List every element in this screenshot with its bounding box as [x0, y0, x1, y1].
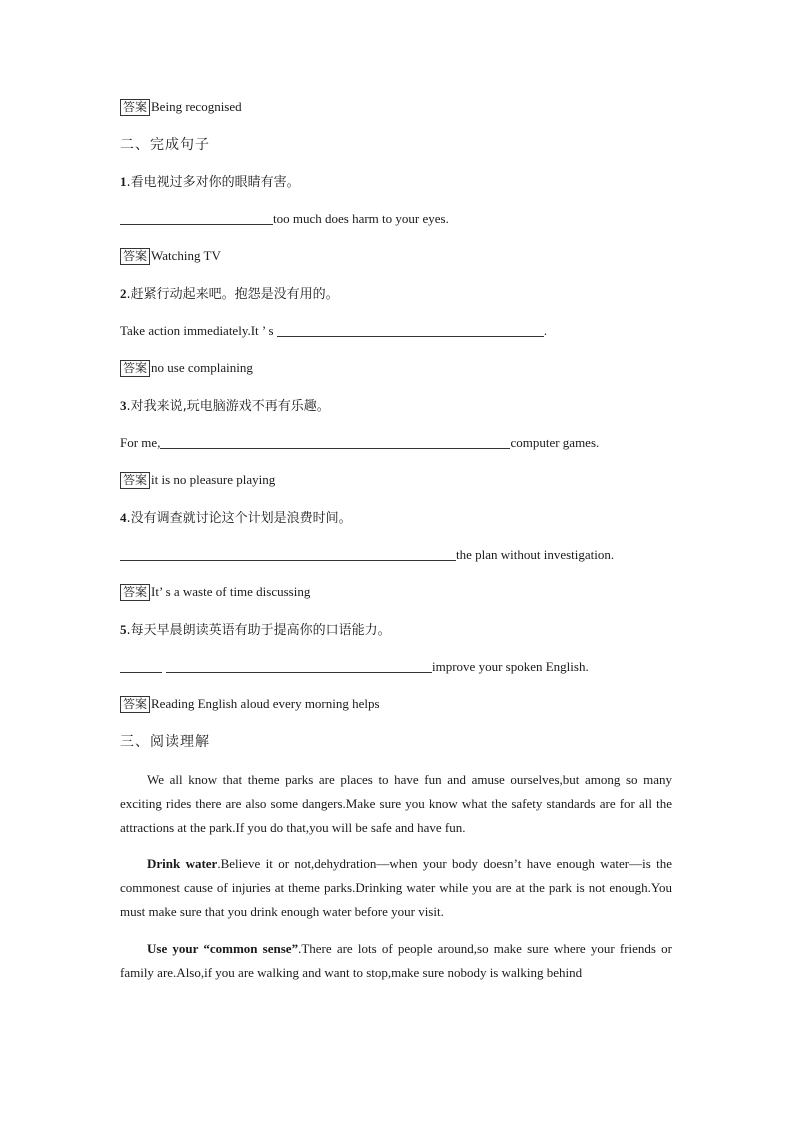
passage-paragraph-1: We all know that theme parks are places to have fun and amuse ourselves,but among so many exciting rides there are also some dangers.Make sure you know what the safety standards are for all the attractions at the park.If you do that,you will be safe and have fun. [120, 772, 672, 835]
answer-line-5: 答案 Reading English aloud every morning helps [120, 695, 380, 713]
answer-badge: 答案 [120, 584, 150, 601]
answer-badge: 答案 [120, 360, 150, 377]
question-1: 1.看电视过多对你的眼睛有害。 [120, 174, 300, 190]
question-3: 3.对我来说,玩电脑游戏不再有乐趣。 [120, 398, 330, 414]
passage-paragraph-3: Use your “common sense”.There are lots of people around,so make sure where your friends or family are.Also,if you are walking and want to stop,make sure nobody is walking behind [120, 941, 672, 980]
answer-line-0 [120, 98, 242, 116]
answer-blank[interactable] [120, 211, 273, 225]
section-title-3: 三、阅读理解 [120, 734, 210, 750]
section-title-2: 二、完成句子 [120, 137, 210, 153]
answer-badge: 答案 [120, 696, 150, 713]
answer-badge: 答案 [120, 248, 150, 265]
question-2: 2.赶紧行动起来吧。抱怨是没有用的。 [120, 286, 339, 302]
answer-blank[interactable] [277, 323, 544, 337]
answer-badge: 答案 [120, 99, 150, 116]
answer-line-2: 答案 no use complaining [120, 359, 253, 377]
passage-paragraph-2: Drink water.Believe it or not,dehydration—when your body doesn’t have enough water—is the commonest cause of injuries at theme parks.Drinking water while you are at the park is not enough.You must make sure that you drink enough water before your visit. [120, 856, 672, 919]
question-4-sentence: the plan without investigation. [120, 546, 614, 564]
answer-blank[interactable] [120, 547, 456, 561]
question-3-sentence: For me, computer games. [120, 435, 600, 450]
answer-line-1: 答案 Watching TV [120, 247, 221, 265]
question-2-sentence: Take action immediately.It ’ s . [120, 323, 548, 338]
question-5: 5.每天早晨朗读英语有助于提高你的口语能力。 [120, 622, 391, 638]
question-1-sentence: too much does harm to your eyes. [120, 210, 449, 228]
question-5-sentence: improve your spoken English. [120, 658, 589, 676]
answer-text: Being recognised [151, 99, 242, 114]
answer-line-3: 答案 it is no pleasure playing [120, 471, 275, 489]
answer-badge: 答案 [120, 472, 150, 489]
question-4: 4.没有调查就讨论这个计划是浪费时间。 [120, 510, 352, 526]
answer-line-4: 答案 It’ s a waste of time discussing [120, 583, 310, 601]
answer-blank[interactable] [120, 659, 162, 673]
answer-blank[interactable] [166, 659, 432, 673]
answer-blank[interactable] [160, 435, 510, 449]
